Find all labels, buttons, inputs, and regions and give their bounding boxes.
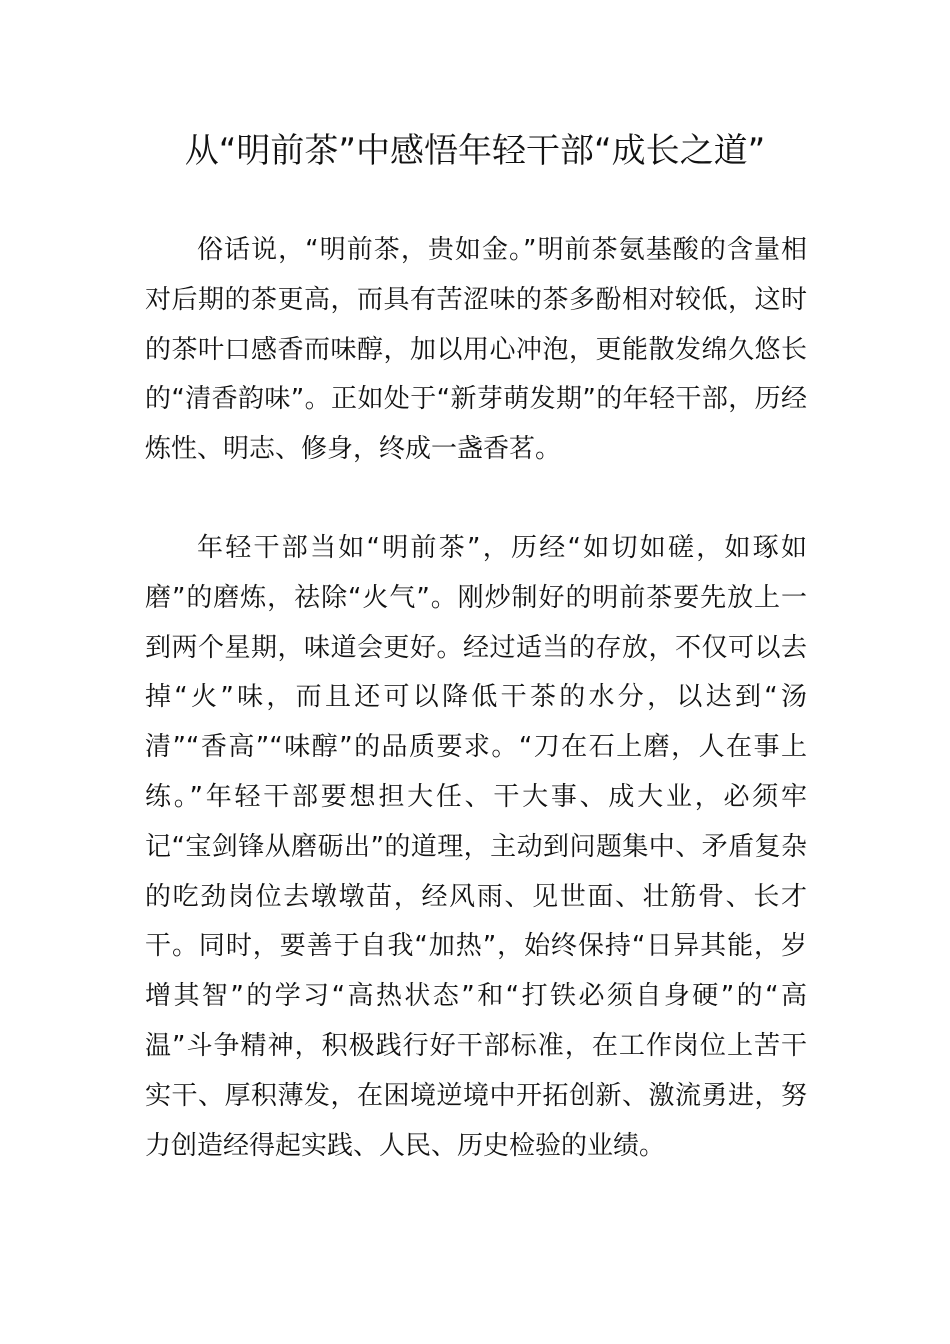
paragraph-2: 年轻干部当如“明前茶”，历经“如切如磋，如琢如磨”的磨炼，祛除“火气”。刚炒制好的明前茶要先放上一到两个星期，味道会更好。经过适当的存放，不仅可以去掉“火”味，而且还可以降低干茶的水分，以达到“汤清”“香高”“味醇”的品质要求。“刀在石上磨，人在事上练。”年轻干部要想担大任、干大事、成大业，必须牢记“宝剑锋从磨砺出”的道理，主动到问题集中、矛盾复杂的吃劲岗位去墩墩苗，经风雨、见世面、壮筋骨、长才干。同时，要善于自我“加热”，始终保持“日异其能，岁增其智”的学习“高热状态”和“打铁必须自身硬”的“高温”斗争精神，积极践行好干部标准，在工作岗位上苦干实干、厚积薄发，在困境逆境中开拓创新、激流勇进，努力创造经得起实践、人民、历史检验的业绩。 [145,533,807,1161]
document-title: 从“明前茶”中感悟年轻干部“成长之道” [184,131,766,171]
paragraph-1: 俗话说，“明前茶，贵如金。”明前茶氨基酸的含量相对后期的茶更高，而具有苦涩味的茶多酚相对较低，这时的茶叶口感香而味醇，加以用心冲泡，更能散发绵久悠长的“清香韵味”。正如处于“新芽萌发期”的年轻干部，历经炼性、明志、修身，终成一盏香茗。 [145,235,807,465]
